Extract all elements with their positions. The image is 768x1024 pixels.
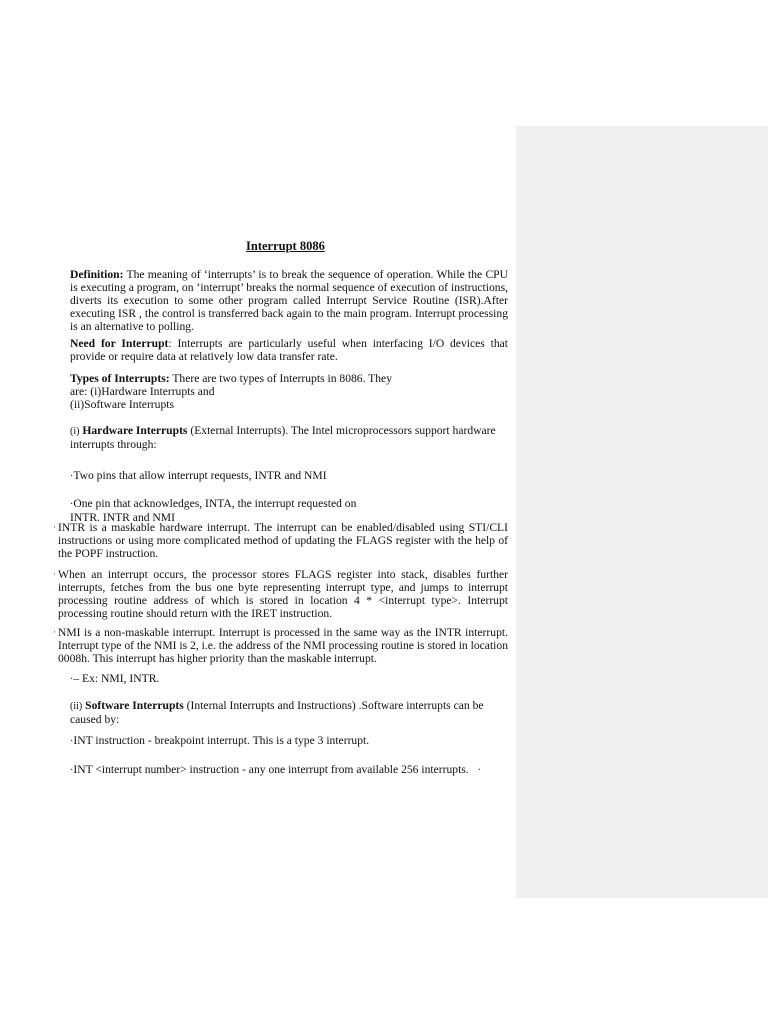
types-line3: (ii)Software Interrupts [70, 398, 174, 411]
document-title: Interrupt 8086 [246, 239, 325, 253]
definition-paragraph [70, 268, 508, 333]
list-item: ·INT instruction - breakpoint interrupt. This is a type 3 interrupt. [70, 734, 370, 747]
software-text: (Internal Interrupts and Instructions) .Software interrupts can be caused by: [70, 699, 484, 726]
bullet-dot: · [53, 569, 56, 579]
bullet-ack: One pin that acknowledges, INTA, the interrupt requested on [73, 497, 357, 510]
comment-pane [516, 126, 768, 898]
int-number-instruction: INT <interrupt number> instruction - any one interrupt from available 256 interrupts. [73, 763, 469, 776]
types-line2: are: (i)Hardware Interrupts and [70, 385, 215, 398]
int-instruction: INT instruction - breakpoint interrupt. This is a type 3 interrupt. [73, 734, 370, 747]
bullet-dot: · [53, 627, 56, 637]
example-line: ·– Ex: NMI, INTR. [70, 672, 160, 685]
software-num: (ii) [70, 701, 83, 712]
software-paragraph [70, 699, 508, 726]
bullet-ack-line2: INTR. INTR and NMI [70, 511, 175, 524]
hardware-label: Hardware Interrupts [82, 424, 188, 437]
definition-label: Definition: [70, 268, 124, 281]
bullet-dot: · [53, 522, 56, 532]
intr-paragraph: INTR is a maskable hardware interrupt. The interrupt can be enabled/disabled using STI/CLI instructions or using more complicated method of updating the FLAGS register with the help of the POPF instruction. [58, 521, 508, 560]
list-item: ·INT <interrupt number> instruction - any one interrupt from available 256 interrupts. · [70, 763, 481, 776]
hardware-num: (i) [70, 426, 80, 437]
need-text: : Interrupts are particularly useful when interfacing I/O devices that provide or require data at relatively low data transfer rate. [70, 337, 508, 363]
hardware-paragraph [70, 424, 508, 451]
bullet-pins: Two pins that allow interrupt requests, INTR and NMI [73, 469, 327, 482]
need-label: Need for Interrupt [70, 337, 169, 350]
hardware-text: (External Interrupts). The Intel microprocessors support hardware interrupts through: [70, 424, 496, 451]
list-item: ·Two pins that allow interrupt requests, INTR and NMI [70, 469, 327, 482]
list-item: ·One pin that acknowledges, INTA, the interrupt requested on INTR. INTR and NMI [70, 497, 357, 524]
when-paragraph: When an interrupt occurs, the processor stores FLAGS register into stack, disables further interrupts, fetches from the bus one byte representing interrupt type, and jumps to interrupt processing routine address of which is stored in location 4 * <interrupt type>. Interrupt processing routine should return with the IRET instruction. [58, 568, 508, 620]
need-paragraph [70, 337, 508, 363]
software-label: Software Interrupts [85, 699, 184, 712]
definition-text: The meaning of ‘interrupts’ is to break the sequence of operation. While the CPU is executing a program, on ‘interrupt’ breaks the normal sequence of execution of instructions, diverts its execution to some other program called Interrupt Service Routine (ISR).After executing ISR , the control is transferred back again to the main program. Interrupt processing is an alternative to polling. [70, 268, 508, 333]
nmi-paragraph: NMI is a non-maskable interrupt. Interrupt is processed in the same way as the INTR interrupt. Interrupt type of the NMI is 2, i.e. the address of the NMI processing routine is stored in location 0008h. This interrupt has higher priority than the maskable interrupt. [58, 626, 508, 665]
types-text: There are two types of Interrupts in 8086. They [169, 372, 392, 385]
types-label: Types of Interrupts: [70, 372, 170, 385]
types-paragraph [70, 372, 508, 411]
